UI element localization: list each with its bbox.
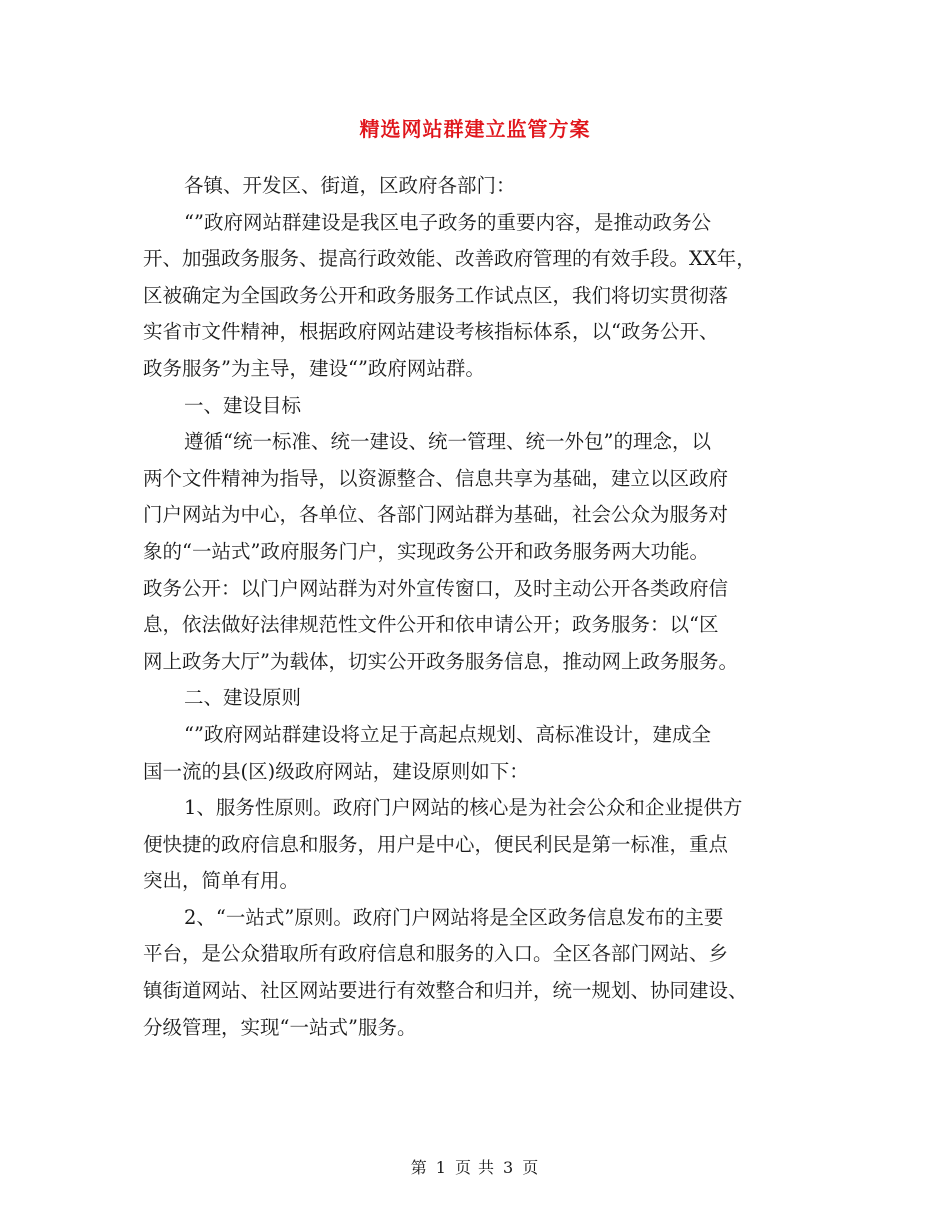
text-line: “”政府网站群建设将立足于高起点规划、高标准设计，建成全 xyxy=(184,722,711,746)
text-line: 国一流的县(区)级政府网站，建设原则如下： xyxy=(143,759,529,783)
text-line: “”政府网站群建设是我区电子政务的重要内容，是推动政务公 xyxy=(184,210,711,234)
text-line: 便快捷的政府信息和服务，用户是中心，便民利民是第一标准，重点 xyxy=(143,832,729,856)
document-body xyxy=(143,168,805,1046)
text-line: 区被确定为全国政务公开和政务服务工作试点区，我们将切实贯彻落 xyxy=(143,283,729,307)
text-line: 门户网站为中心，各单位、各部门网站群为基础，社会公众为服务对 xyxy=(143,503,729,527)
text-line: 政务服务”为主导，建设“”政府网站群。 xyxy=(143,356,485,380)
page-label-mid: 页 共 xyxy=(454,1158,496,1177)
text-line: 1、服务性原则。政府门户网站的核心是为社会公众和企业提供方 xyxy=(184,796,743,820)
text-line: 遵循“统一标准、统一建设、统一管理、统一外包”的理念，以 xyxy=(184,430,711,454)
text-line: 突出，简单有用。 xyxy=(143,869,300,893)
text-line: 实省市文件精神，根据政府网站建设考核指标体系，以“政务公开、 xyxy=(143,320,719,344)
text-line: 各镇、开发区、街道，区政府各部门： xyxy=(184,174,516,197)
text-line: 开、加强政务服务、提高行政效能、改善政府管理的有效手段。XX年， xyxy=(143,247,756,271)
text-line: 2、“一站式”原则。政府门户网站将是全区政务信息发布的主要 xyxy=(184,905,724,929)
text-line: 平台，是公众猎取所有政府信息和服务的入口。全区各部门网站、乡 xyxy=(143,942,729,966)
page-label-suffix: 页 xyxy=(522,1158,540,1177)
text-line: 一、建设目标 xyxy=(184,393,302,417)
document-title: 精选网站群建立监管方案 xyxy=(359,117,591,141)
text-line: 象的“一站式”政府服务门户，实现政务公开和政务服务两大功能。 xyxy=(143,539,709,563)
total-pages-number: 3 xyxy=(503,1158,515,1177)
text-line: 网上政务大厅”为载体，切实公开政务服务信息，推动网上政务服务。 xyxy=(143,649,738,673)
text-line: 镇街道网站、社区网站要进行有效整合和归并，统一规划、协同建设、 xyxy=(143,979,748,1003)
current-page-number: 1 xyxy=(435,1158,447,1177)
text-line: 政务公开：以门户网站群为对外宣传窗口，及时主动公开各类政府信 xyxy=(143,576,729,600)
text-line: 息，依法做好法律规范性文件公开和依申请公开；政务服务：以“区 xyxy=(143,613,719,637)
page-footer xyxy=(0,1155,950,1178)
page-label-prefix: 第 xyxy=(410,1158,428,1177)
text-line: 分级管理，实现“一站式”服务。 xyxy=(143,1015,417,1039)
text-line: 两个文件精神为指导，以资源整合、信息共享为基础，建立以区政府 xyxy=(143,466,729,490)
text-line: 二、建设原则 xyxy=(184,686,302,710)
